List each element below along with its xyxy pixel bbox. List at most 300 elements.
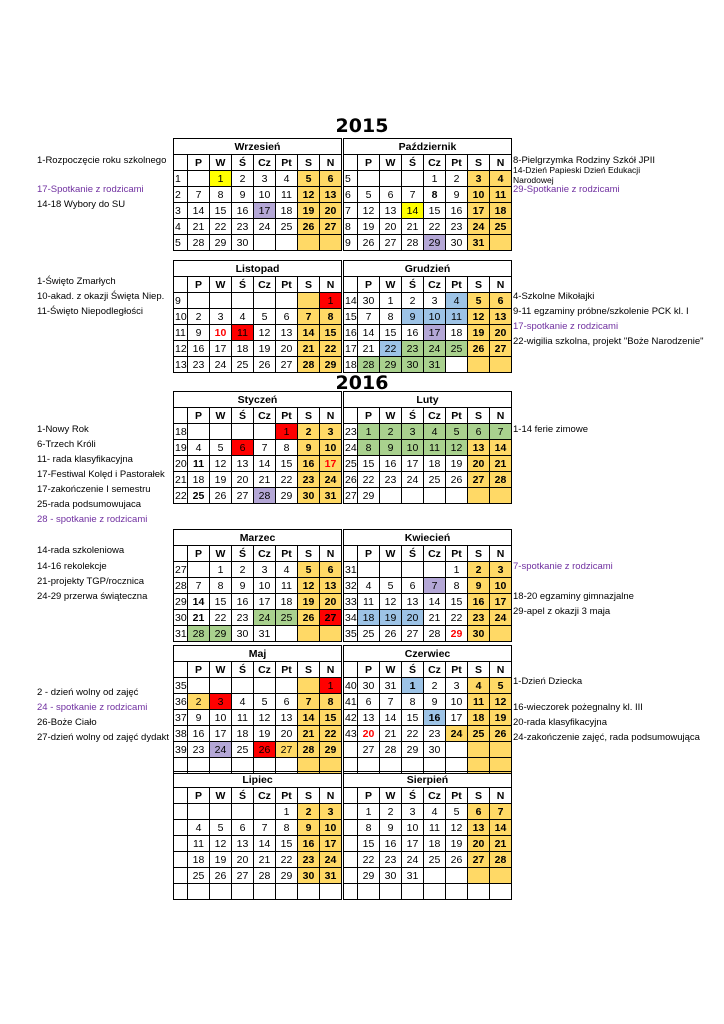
day-cell: 14 [298,710,320,726]
day-cell [358,562,380,578]
week-header [174,277,188,293]
month-name: Sierpień [344,772,512,788]
day-cell: 19 [254,726,276,742]
day-header: Pt [276,277,298,293]
day-cell: 2 [402,293,424,309]
day-cell: 26 [468,341,490,357]
day-cell: 4 [188,440,210,456]
day-header: N [490,546,512,562]
day-cell: 31 [402,868,424,884]
day-cell [380,171,402,187]
week-row [174,626,342,642]
week-number: 5 [174,235,188,251]
day-cell: 5 [254,309,276,325]
day-cell: 12 [254,710,276,726]
day-cell: 22 [402,726,424,742]
event-note: 29-Spotkanie z rodzicami [513,184,620,195]
week-row [174,440,342,456]
day-header: S [468,788,490,804]
day-cell: 2 [468,562,490,578]
day-cell: 15 [402,710,424,726]
week-row [174,884,342,900]
day-cell: 17 [210,726,232,742]
day-header: Pt [276,546,298,562]
day-cell [254,804,276,820]
week-row [344,187,512,203]
day-cell: 14 [298,325,320,341]
day-cell: 22 [276,852,298,868]
month-name: Marzec [174,530,342,546]
day-cell [276,235,298,251]
day-cell: 14 [188,594,210,610]
event-note: 2 - dzień wolny od zajęć [37,687,139,698]
event-note: 17-spotkanie z rodzicami [513,321,619,332]
day-header: N [490,788,512,804]
event-note: 14-rada szkoleniowa [37,545,125,556]
week-number: 12 [175,342,187,355]
day-cell: 25 [358,626,380,642]
day-cell: 24 [468,219,490,235]
day-cell: 8 [320,694,342,710]
day-cell: 6 [468,424,490,440]
day-cell: 13 [380,203,402,219]
week-row [344,852,512,868]
day-cell: 13 [468,440,490,456]
day-cell [188,804,210,820]
day-cell: 19 [490,710,512,726]
day-cell: 1 [276,804,298,820]
week-number: 27 [345,489,357,502]
day-cell: 1 [446,562,468,578]
day-header: S [298,546,320,562]
day-cell: 17 [424,325,446,341]
day-cell [446,357,468,373]
week-row [174,341,342,357]
day-cell [380,562,402,578]
day-cell [490,868,512,884]
week-number: 32 [345,579,357,592]
day-cell: 21 [254,472,276,488]
day-cell: 31 [320,488,342,504]
day-cell: 16 [298,836,320,852]
day-cell: 29 [358,868,380,884]
day-cell: 19 [298,594,320,610]
week-header [344,546,358,562]
day-cell: 25 [276,219,298,235]
day-cell: 31 [254,626,276,642]
day-cell: 21 [188,610,210,626]
day-cell [320,626,342,642]
day-cell: 15 [276,456,298,472]
day-cell: 23 [468,610,490,626]
day-cell: 5 [298,562,320,578]
week-row [344,836,512,852]
day-cell: 7 [188,578,210,594]
day-cell: 24 [320,852,342,868]
week-row [174,456,342,472]
day-cell: 30 [468,626,490,642]
day-cell [188,171,210,187]
day-cell: 11 [232,710,254,726]
day-cell: 30 [298,488,320,504]
day-cell: 20 [276,341,298,357]
day-cell: 21 [490,836,512,852]
day-cell: 18 [188,852,210,868]
day-cell: 30 [380,868,402,884]
day-cell: 8 [446,578,468,594]
week-row [174,357,342,373]
day-cell: 14 [424,594,446,610]
day-cell: 20 [232,472,254,488]
day-cell: 8 [276,820,298,836]
week-row [174,694,342,710]
day-cell: 31 [380,678,402,694]
week-number: 16 [345,326,357,339]
day-header: P [188,788,210,804]
event-note: 20-rada klasyfikacyjna [513,717,607,728]
day-cell: 15 [210,203,232,219]
week-row [344,594,512,610]
day-header: Pt [276,662,298,678]
week-number: 6 [344,187,358,203]
day-cell: 7 [254,820,276,836]
day-header: S [468,155,490,171]
day-cell: 18 [232,341,254,357]
calendar-month [343,529,512,642]
day-cell: 6 [276,694,298,710]
day-cell [402,562,424,578]
day-cell: 11 [188,836,210,852]
day-cell: 25 [490,219,512,235]
day-cell [358,171,380,187]
day-header: P [358,546,380,562]
day-cell: 17 [210,341,232,357]
day-header: P [188,155,210,171]
day-cell [402,171,424,187]
day-cell: 7 [402,187,424,203]
day-cell [490,357,512,373]
day-cell: 17 [320,836,342,852]
day-cell: 29 [446,626,468,642]
week-number: 13 [175,358,187,371]
event-note: 11-Święto Niepodległości [37,306,143,317]
day-cell [254,235,276,251]
day-cell [232,293,254,309]
day-cell: 14 [358,325,380,341]
week-header [174,546,188,562]
day-cell: 31 [424,357,446,373]
day-cell: 21 [298,726,320,742]
day-cell: 4 [358,578,380,594]
day-cell: 11 [446,309,468,325]
day-cell: 14 [380,710,402,726]
week-number: 35 [345,627,357,640]
day-cell: 26 [446,852,468,868]
day-cell: 3 [210,309,232,325]
day-cell: 29 [320,742,342,758]
day-cell: 4 [232,694,254,710]
day-cell: 21 [402,219,424,235]
day-cell [254,424,276,440]
day-cell: 6 [380,187,402,203]
day-cell: 5 [380,578,402,594]
day-cell: 21 [424,610,446,626]
day-cell: 25 [188,868,210,884]
week-number: 42 [345,711,357,724]
week-number: 9 [344,235,358,251]
day-cell: 2 [232,562,254,578]
day-cell: 29 [276,868,298,884]
event-note: 14-16 rekolekcje [37,561,107,572]
week-row [344,884,512,900]
day-cell: 30 [446,235,468,251]
day-cell: 1 [358,424,380,440]
week-number [344,804,358,820]
week-row [344,357,512,373]
day-cell: 28 [298,357,320,373]
event-note: 24-zakończenie zajęć, rada podsumowująca [513,732,700,743]
day-cell: 8 [358,440,380,456]
day-cell: 29 [276,488,298,504]
day-header: Cz [424,662,446,678]
event-note: Narodowej [513,175,554,185]
day-cell [490,742,512,758]
day-cell [188,424,210,440]
day-cell: 18 [424,836,446,852]
day-cell: 23 [188,357,210,373]
week-row [174,187,342,203]
day-cell [276,293,298,309]
day-header: Cz [254,408,276,424]
day-cell: 11 [424,440,446,456]
year-title: 2016 [335,372,389,394]
day-cell: 5 [358,187,380,203]
calendar-month [343,138,512,251]
day-cell: 18 [424,456,446,472]
day-cell: 6 [232,440,254,456]
day-header: P [188,662,210,678]
event-note: 1-Nowy Rok [37,424,89,435]
day-cell: 5 [446,424,468,440]
day-cell: 19 [468,325,490,341]
week-row [344,710,512,726]
day-header: Pt [446,277,468,293]
day-cell: 16 [380,836,402,852]
day-header: W [380,546,402,562]
day-cell: 25 [424,472,446,488]
day-cell: 12 [446,440,468,456]
day-cell: 23 [402,341,424,357]
week-row [344,456,512,472]
week-number: 43 [345,727,357,740]
day-cell: 15 [424,203,446,219]
day-cell: 21 [298,341,320,357]
day-cell: 19 [210,852,232,868]
day-cell: 6 [402,578,424,594]
week-row [174,472,342,488]
event-note: 24-29 przerwa świąteczna [37,591,148,602]
day-cell: 30 [402,357,424,373]
event-note: 26-Boże Ciało [37,717,97,728]
day-header: P [358,155,380,171]
day-cell: 18 [446,325,468,341]
week-row [344,820,512,836]
week-row [174,578,342,594]
week-row [174,836,342,852]
week-header [174,662,188,678]
day-header: P [358,662,380,678]
day-cell: 20 [358,726,380,742]
day-cell: 23 [188,742,210,758]
day-cell: 10 [468,187,490,203]
week-row [344,626,512,642]
week-row [174,726,342,742]
day-cell: 26 [210,488,232,504]
calendar-month [173,645,342,774]
week-row [344,171,512,187]
day-cell: 16 [468,594,490,610]
day-cell: 27 [276,742,298,758]
day-cell: 15 [210,594,232,610]
day-cell: 17 [254,594,276,610]
week-number [344,868,358,884]
day-cell: 9 [424,694,446,710]
week-number: 1 [174,171,188,187]
day-cell: 25 [424,852,446,868]
day-cell: 8 [210,578,232,594]
day-cell [276,884,298,900]
week-number: 25 [345,457,357,470]
calendar-month [343,645,512,774]
week-row [344,424,512,440]
day-cell: 12 [298,187,320,203]
day-header: W [210,546,232,562]
day-cell [254,678,276,694]
week-row [344,726,512,742]
day-header: Pt [446,546,468,562]
day-cell: 16 [188,341,210,357]
day-cell: 3 [254,562,276,578]
event-note: 18-20 egzaminy gimnazjalne [513,591,634,602]
day-cell: 15 [320,710,342,726]
day-cell: 30 [232,235,254,251]
week-number: 14 [345,294,357,307]
day-header: Pt [276,788,298,804]
day-cell: 20 [232,852,254,868]
day-cell: 11 [424,820,446,836]
day-cell: 16 [232,594,254,610]
day-cell: 13 [490,309,512,325]
week-number: 36 [175,695,187,708]
day-header: Ś [402,546,424,562]
day-cell: 8 [424,187,446,203]
day-header: S [298,408,320,424]
day-cell [446,884,468,900]
day-cell: 20 [468,836,490,852]
week-row [344,804,512,820]
day-cell [254,293,276,309]
day-cell: 2 [298,804,320,820]
week-number: 11 [175,326,186,339]
day-cell: 1 [320,678,342,694]
day-cell: 25 [232,357,254,373]
day-header: W [210,408,232,424]
day-cell: 17 [446,710,468,726]
day-header: Ś [232,662,254,678]
month-name: Wrzesień [174,139,342,155]
day-cell: 7 [298,309,320,325]
day-cell: 24 [402,472,424,488]
day-cell: 15 [446,594,468,610]
day-cell: 21 [490,456,512,472]
day-cell: 3 [490,562,512,578]
week-row [344,488,512,504]
day-cell: 22 [320,726,342,742]
event-note: 21-projekty TGP/rocznica [37,576,145,587]
day-cell: 20 [276,726,298,742]
day-header: Ś [232,546,254,562]
day-header: N [490,155,512,171]
day-header: P [358,788,380,804]
day-cell [424,488,446,504]
day-cell: 3 [254,171,276,187]
event-note: 14-18 Wybory do SU [37,199,126,210]
day-cell: 18 [276,203,298,219]
day-cell: 12 [380,594,402,610]
day-header: P [358,408,380,424]
day-cell: 13 [358,710,380,726]
day-cell: 25 [276,610,298,626]
day-cell: 28 [298,742,320,758]
day-cell [446,742,468,758]
day-cell: 16 [402,325,424,341]
day-cell: 6 [358,694,380,710]
day-cell: 7 [358,309,380,325]
week-number: 40 [345,679,357,692]
week-row [174,309,342,325]
day-cell: 9 [298,820,320,836]
day-cell: 29 [402,742,424,758]
day-cell: 8 [210,187,232,203]
day-cell: 16 [380,456,402,472]
day-cell: 4 [232,309,254,325]
day-cell [468,357,490,373]
day-header: S [468,277,490,293]
event-note: 28 - spotkanie z rodzicami [37,514,148,525]
day-cell: 7 [490,424,512,440]
month-name: Kwiecień [344,530,512,546]
day-cell [320,235,342,251]
day-cell: 10 [254,578,276,594]
day-cell: 28 [188,235,210,251]
day-cell: 14 [188,203,210,219]
week-number: 37 [175,711,187,724]
day-cell [298,293,320,309]
week-row [344,610,512,626]
day-cell: 4 [468,678,490,694]
day-cell: 17 [468,203,490,219]
day-cell: 21 [358,341,380,357]
day-header: N [490,277,512,293]
week-number [344,820,358,836]
event-note: 1-Święto Zmarłych [37,276,116,287]
event-note: 8-Pielgrzymka Rodziny Szkół JPII [513,155,656,166]
day-cell: 15 [358,836,380,852]
week-number: 20 [175,457,187,470]
day-cell: 9 [188,710,210,726]
day-cell: 10 [210,710,232,726]
calendar-month [343,771,512,900]
